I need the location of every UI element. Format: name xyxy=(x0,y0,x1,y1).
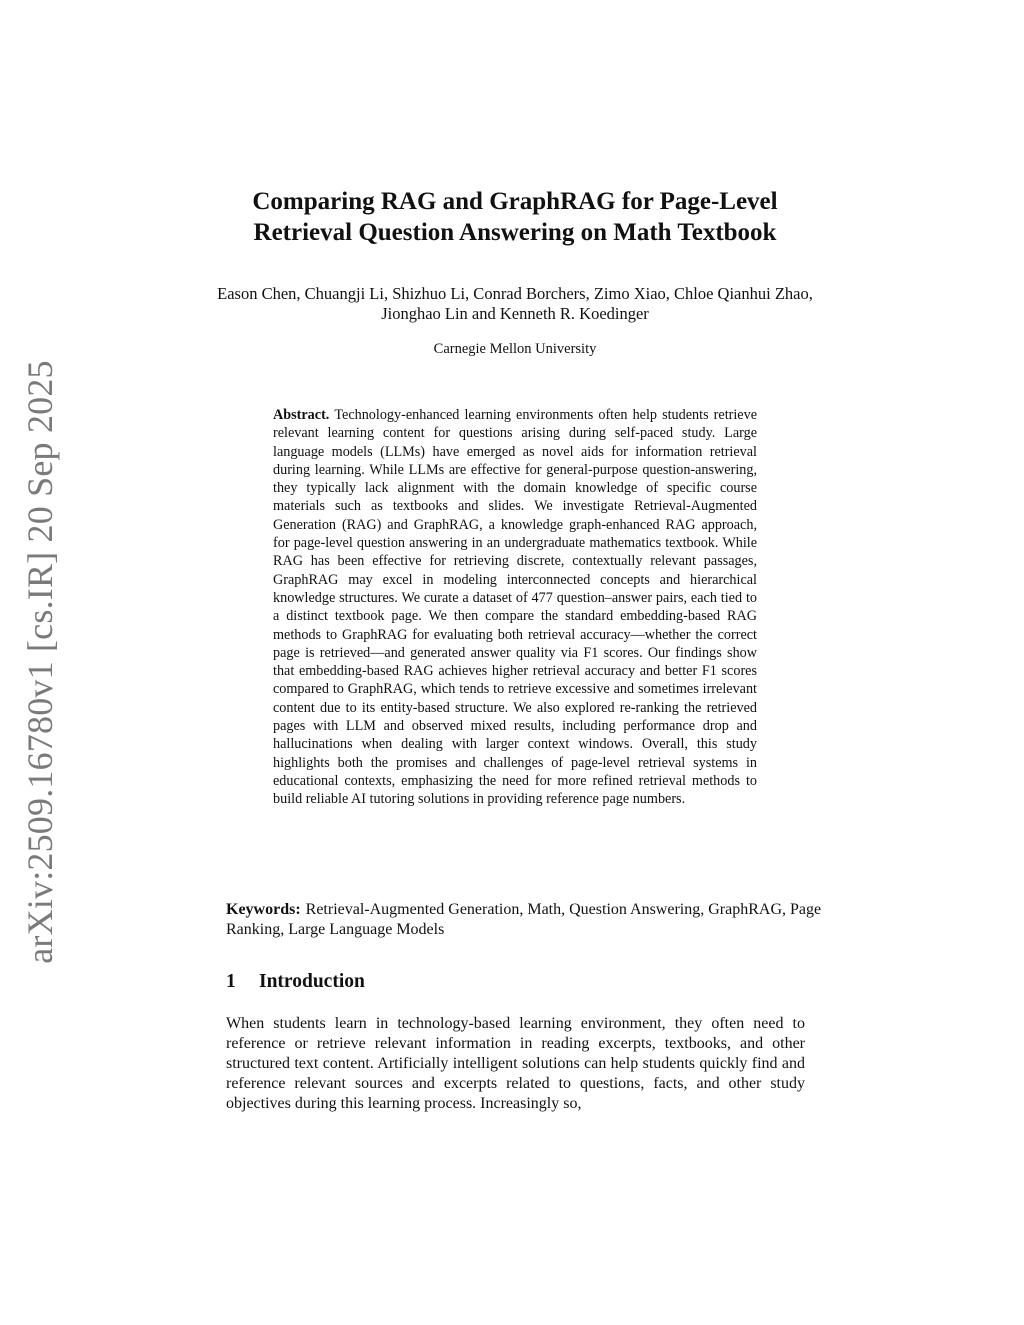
author-affiliation: Carnegie Mellon University xyxy=(433,341,597,357)
arxiv-identifier-text: arXiv:2509.16780v1 [cs.IR] 20 Sep 2025 xyxy=(20,360,60,964)
section-title: Introduction xyxy=(259,971,365,992)
introduction-paragraph: When students learn in technology-based learning environment, they often need to reference or retrieve relevant information in reading excerpts, textbooks, and other structured text content. Artificially intelligent solutions can help students quickly find and reference relevant sources and excerpts related to questions, facts, and other study objectives during this learning process. Increasingly so, xyxy=(226,1015,805,1112)
paper-title: Comparing RAG and GraphRAG for Page-Level Retrieval Question Answering on Math Textbook xyxy=(252,188,778,246)
abstract-text: Technology-enhanced learning environments often help students retrieve relevant learning content for questions arising during self-paced study. Large language models (LLMs) have emerged as novel aids for information retrieval during learning. While LLMs are effective for general-purpose question-answering, they typically lack alignment with the domain knowledge of specific course materials such as textbooks and slides. We investigate Retrieval-Augmented Generation (RAG) and GraphRAG, a knowledge graph-enhanced RAG approach, for page-level question answering in an undergraduate mathematics textbook. While RAG has been effective for retrieving discrete, contextually relevant passages, GraphRAG may excel in modeling interconnected concepts and hierarchical knowledge structures. We curate a dataset of 477 question–answer pairs, each tied to a distinct textbook page. We then compare the standard embedding-based RAG methods to GraphRAG for evaluating both retrieval accuracy—whether the correct page is retrieved—and generated answer quality via F1 scores. Our findings show that embedding-based RAG achieves higher retrieval accuracy and better F1 scores compared to GraphRAG, which tends to retrieve excessive and sometimes irrelevant content due to its entity-based structure. We also explored re-ranking the retrieved pages with LLM and observed mixed results, including performance drop and hallucinations when dealing with larger context windows. Overall, this study highlights both the promises and challenges of page-level retrieval systems in educational contexts, emphasizing the need for more refined retrieval methods to build reliable AI tutoring solutions in providing reference page numbers. xyxy=(273,407,757,808)
abstract-paragraph xyxy=(273,406,757,809)
abstract-label: Abstract. xyxy=(273,407,330,423)
section-heading-introduction xyxy=(226,970,806,994)
section-number: 1 xyxy=(226,971,236,992)
author-list: Eason Chen, Chuangji Li, Shizhuo Li, Conrad Borchers, Zimo Xiao, Chloe Qianhui Zhao, Jionghao Lin and Kenneth R. Koedinger xyxy=(217,284,813,323)
keywords-label: Keywords: xyxy=(226,901,301,918)
arxiv-identifier-stamp xyxy=(0,0,60,964)
keywords-paragraph xyxy=(226,900,861,940)
keywords-text: Retrieval-Augmented Generation, Math, Question Answering, GraphRAG, Page Ranking, Large Language Models xyxy=(226,901,822,938)
